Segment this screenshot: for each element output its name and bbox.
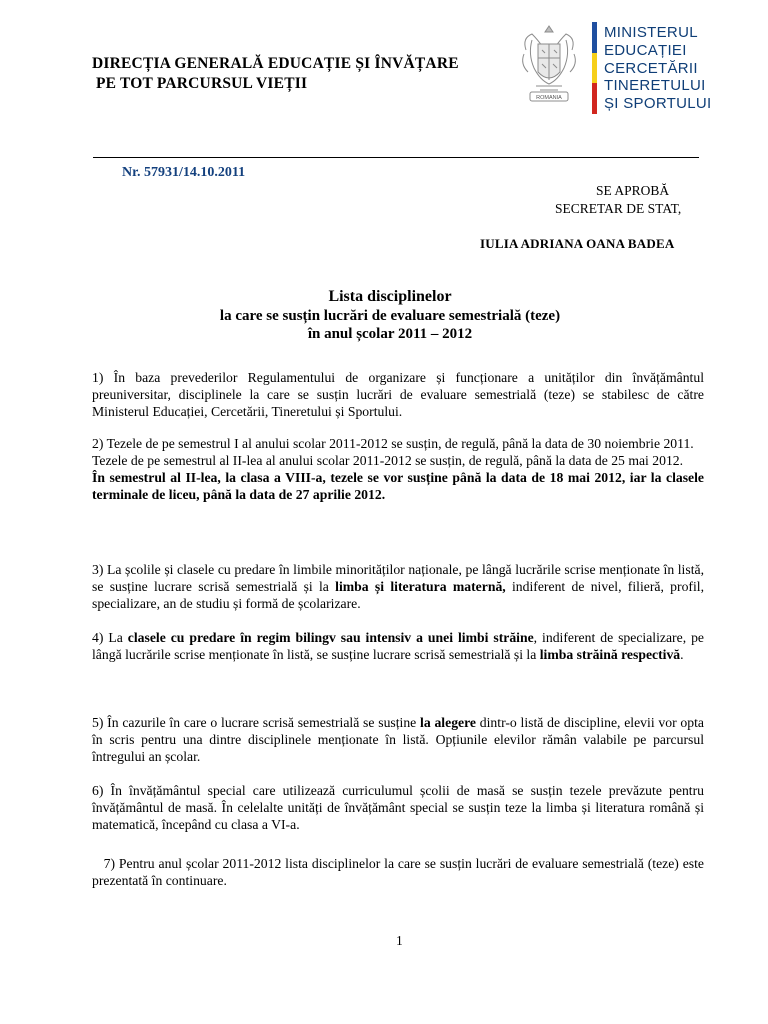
- ministry-logo-text: [604, 24, 712, 113]
- paragraph-4-text: 4) La: [92, 630, 128, 645]
- approval-line-2: SECRETAR DE STAT,: [555, 201, 682, 216]
- paragraph-2a: 2) Tezele de pe semestrul I al anului scolar 2011-2012 se susțin, de regulă, până la data de 30 noiembrie 2011.: [92, 436, 694, 451]
- department-title: [92, 54, 459, 94]
- flag-bar: [592, 22, 597, 114]
- paragraph-4-bold-2: limba străină respectivă: [539, 647, 681, 662]
- paragraph-3-text: 3) La școlile și clasele cu predare în limbile minorităților naționale, pe lângă lucrările scrise menționate în listă, se susține lucrare scrisă semestrială și la: [92, 562, 704, 594]
- paragraph-3-bold: limba și literatura maternă,: [335, 579, 506, 594]
- paragraph-2b: Tezele de pe semestrul al II-lea al anului scolar 2011-2012 se susțin, de regulă, până la data de 25 mai 2012.: [92, 453, 684, 468]
- ministry-line-4: TINERETULUI: [604, 77, 706, 95]
- title-line-3: în anul școlar 2011 – 2012: [307, 326, 473, 342]
- paragraph-3-end: indiferent de nivel, filieră, profil, specializare, an de studiu și formă de școlarizare.: [92, 579, 704, 611]
- reference-number: Nr. 57931/14.10.2011: [122, 165, 246, 180]
- title-line-1: Lista disciplinelor: [328, 288, 452, 305]
- department-line-1: DIRECȚIA GENERALĂ EDUCAȚIE ȘI ÎNVĂȚARE: [92, 55, 459, 72]
- paragraph-2: [92, 435, 704, 503]
- paragraph-4-bold-1: clasele cu predare în regim bilingv sau intensiv a unei limbi străine: [127, 630, 534, 645]
- ministry-line-3: CERCETĂRII: [604, 59, 698, 77]
- paragraph-5-bold: la alegere: [420, 715, 477, 730]
- department-line-2: PE TOT PARCURSUL VIEȚII: [96, 75, 308, 92]
- title-line-2: la care se susțin lucrări de evaluare semestrială (teze): [219, 308, 561, 324]
- approval-block: [555, 182, 681, 218]
- secretary-name: IULIA ADRIANA OANA BADEA: [480, 236, 675, 251]
- approval-line-1: SE APROBĂ: [596, 183, 670, 198]
- flag-red: [592, 83, 597, 114]
- coat-of-arms-icon: [518, 20, 580, 110]
- paragraph-5-end: dintr-o listă de discipline, elevii vor opta în scris pentru una dintre disciplinele menționate în listă. Opțiunile elevilor rămân valabile pe parcursul întregului an școlar.: [92, 715, 704, 764]
- flag-yellow: [592, 53, 597, 84]
- paragraph-4-mid: , indiferent de specializare, pe lângă lucrările scrise menționate în listă, se susține lucrare scrisă semestrială și la: [92, 630, 704, 662]
- paragraph-6: 6) În învățământul special care utilizează curriculumul școlii de masă se susțin tezele prevăzute pentru învățământul de masă. În celelalte unități de învățământ special se susțin teze la limba și literatura română și matematică, începând cu clasa a VI-a.: [92, 783, 704, 832]
- ministry-line-1: MINISTERUL: [604, 24, 698, 41]
- paragraph-5-text: 5) În cazurile în care o lucrare scrisă semestrială se susține: [92, 715, 421, 730]
- paragraph-4: [92, 629, 704, 663]
- crest-banner-text: ROMANIA: [536, 95, 562, 101]
- paragraph-1: 1) În baza prevederilor Regulamentului de organizare și funcționare a unităților din învățământul preuniversitar, disciplinele la care se susțin lucrări de evaluare semestrială (teze) se stabilesc de către Ministerul Educației, Cercetării, Tineretului și Sportului.: [92, 370, 704, 419]
- flag-blue: [592, 22, 597, 53]
- paragraph-3: [92, 561, 704, 612]
- ministry-line-2: EDUCAȚIEI: [604, 41, 687, 59]
- paragraph-2c: În semestrul al II-lea, la clasa a VIII-a, tezele se vor susține până la data de 18 mai 2012, iar la clasele terminale de liceu, până la data de 27 aprilie 2012.: [92, 470, 704, 502]
- paragraph-4-end: .: [680, 647, 684, 662]
- header-divider: [93, 157, 699, 158]
- paragraph-7: 7) Pentru anul școlar 2011-2012 lista disciplinelor la care se susțin lucrări de evaluare semestrială (teze) este prezentată în continuare.: [92, 856, 708, 888]
- paragraph-5: [92, 714, 704, 765]
- document-title: [120, 287, 660, 343]
- ministry-line-5: ȘI SPORTULUI: [604, 95, 712, 113]
- page-number: 1: [396, 933, 403, 948]
